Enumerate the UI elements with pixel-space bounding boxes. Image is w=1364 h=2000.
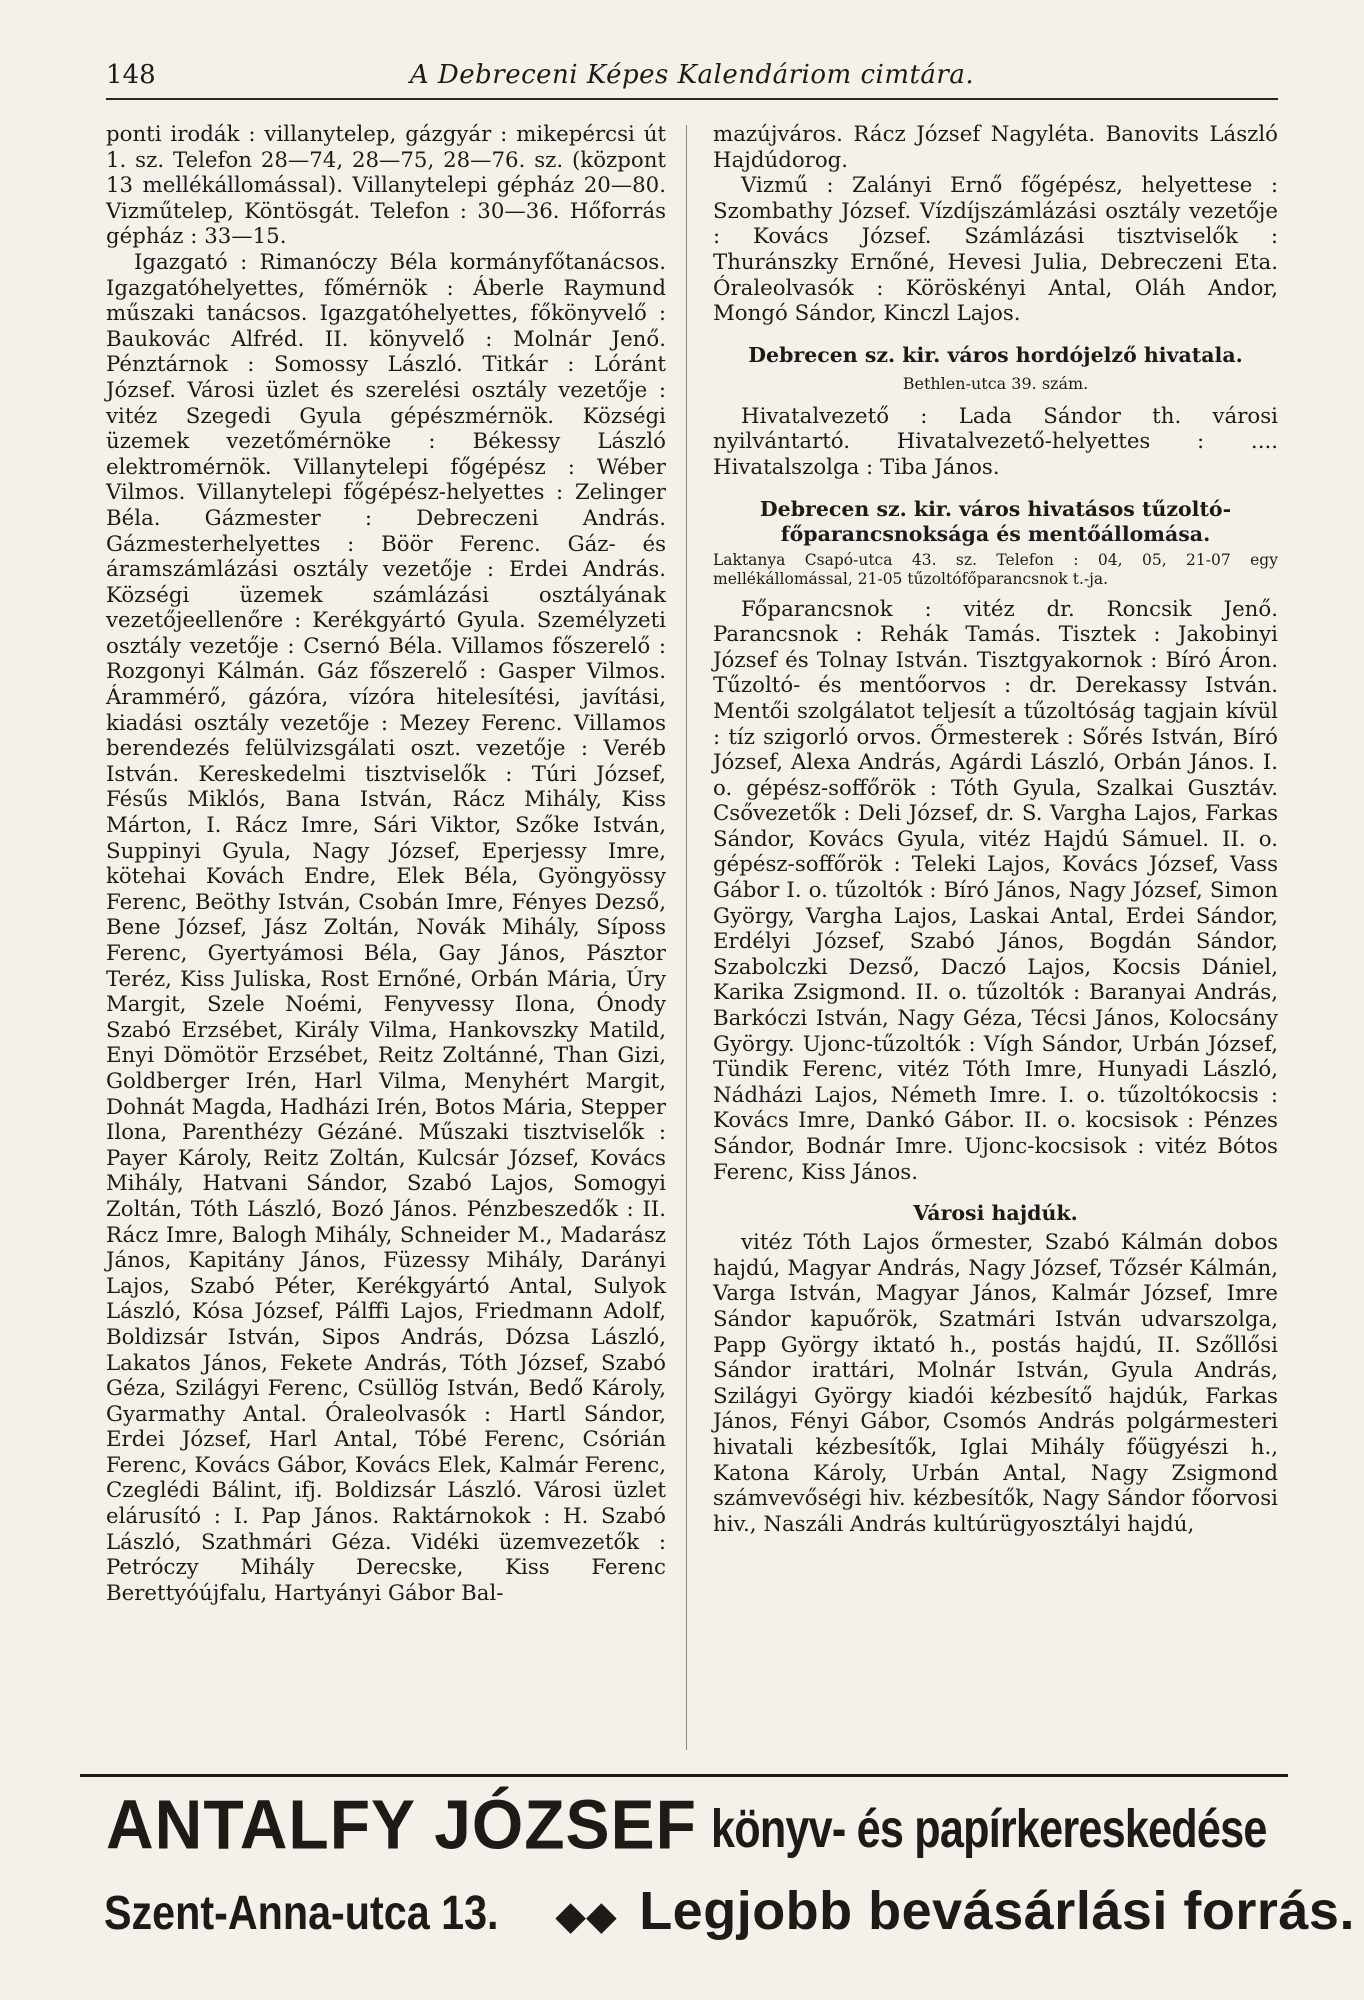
section-title-tuzolto: Debrecen sz. kir. város hivatásos tűzoltó-főparancsnoksága és mentőállomása. bbox=[759, 496, 1232, 546]
section-title-hordojelzo: Debrecen sz. kir. város hordójelző hivatala. bbox=[748, 342, 1243, 367]
right-intro-2: Vizmű : Zalányi Ernő főgépész, helyettese : Szombathy József. Vízdíjszámlázási osztály vezetője : Kovács József. Számlázási tisztviselők : Thuránszky Ernőné, Hevesi Julia, Debreczeni Eta. Óraleolvasók : Köröskényi Antal, Oláh Andor, Mongó Sándor, Kinczl Lajos. bbox=[713, 173, 1278, 327]
running-title: A Debreceni Képes Kalendáriom cimtára. bbox=[409, 60, 975, 90]
section-title-hajduk: Városi hajdúk. bbox=[913, 1201, 1078, 1226]
page-header bbox=[106, 58, 1278, 100]
left-paragraph-2: Igazgató : Rimanóczy Béla kormányfőtanácsos. Igazgatóhelyettes, főmérnök : Áberle Raymund műszaki tanácsos. Igazgatóhelyettes, főkönyvelő : Baukovác Alfréd. II. könyvelő : Molnár Jenő. Pénztárnok : Somossy László. Titkár : Lóránt József. Városi üzlet és szerelési osztály vezetője : vitéz Szegedi Gyula gépészmérnök. Községi üzemek vezetőmérnöke : Békessy László elektromérnök. Villanytelepi főgépész : Wéber Vilmos. Villanytelepi főgépész-helyettes : Zelinger Béla. Gázmester : Debreczeni András. Gázmesterhelyettes : Böör Ferenc. Gáz- és áramszámlázási osztály vezetője : Erdei András. Községi üzemek számlázási osztályának vezetőjeellenőre : Kerékgyártó Gyula. Személyzeti osztály vezetője : Csernó Béla. Villamos főszerelő : Rozgonyi Kálmán. Gáz főszerelő : Gasper Vilmos. Árammérő, gázóra, vízóra hitelesítési, javítási, kiadási osztály vezetője : Mezey Ferenc. Villamos berendezés felülvizsgálati oszt. vezetője : Veréb István. Kereskedelmi tisztviselők : Túri József, Fésűs Miklós, Bana István, Rácz Mihály, Kiss Márton, I. Rácz Imre, Sári Viktor, Szőke István, Suppinyi Gyula, Nagy József, Eperjessy Imre, kötehai Kovách Endre, Elek Béla, Gyöngyössy Ferenc, Beöthy István, Csobán Imre, Fényes Dezső, Bene József, Jász Zoltán, Novák Mihály, Síposs Ferenc, Gyertyámosi Béla, Gay János, Pásztor Teréz, Kiss Juliska, Rost Ernőné, Orbán Mária, Úry Margit, Szele Noémi, Fenyvessy Ilona, Ónody Szabó Erzsébet, Király Vilma, Hankovszky Matild, Enyi Dömötör Erzsébet, Reitz Zoltánné, Than Gizi, Goldberger Irén, Harl Vilma, Menyhért Margit, Dohnát Magda, Hadházi Irén, Botos Mária, Stepper Ilona, Parenthézy Gézáné. Műszaki tisztviselők : Payer Károly, Reitz Zoltán, Kulcsár József, Kovács Mihály, Hatvani Sándor, Szabó Lajos, Somogyi Zoltán, Tóth László, Bozó János. Pénzbeszedők : II. Rácz Imre, Balogh Mihály, Schneider M., Madarász János, Kapitány János, Füzessy Mihály, Darányi Lajos, Szabó Péter, Kerékgyártó Antal, Sulyok László, Kósa József, Pálffi Lajos, Friedmann Adolf, Boldizsár István, Sipos András, Dózsa László, Lakatos János, Fekete András, Tóth József, Szabó Géza, Szilágyi Ferenc, Csüllög István, Bedő Károly, Gyarmathy Antal. Óraleolvasók : Hartl Sándor, Erdei József, Harl Antal, Tóbé Ferenc, Csórián Ferenc, Kovács Gábor, Kovács Elek, Kalmár Ferenc, Czeglédi Bálint, ifj. Boldizsár László. Városi üzlet elárusító : I. Pap János. Raktárnokok : H. Szabó László, Szathmári Géza. Vidéki üzemvezetők : Petróczy Mihály Derecske, Kiss Ferenc Berettyóújfalu, Hartyányi Gábor Bal- bbox=[106, 249, 666, 1606]
diamond-ornament-icon: ◆◆ bbox=[555, 1894, 617, 1938]
advert-description: könyv- és papírkereskedése bbox=[711, 1799, 1267, 1859]
advert-company-name: ANTALFY JÓZSEF bbox=[106, 1784, 697, 1864]
section-body-hordojelzo: Hivatalvezető : Lada Sándor th. városi nyilvántartó. Hivatalvezető-helyettes : .... Hivatalszolga : Tiba János. bbox=[713, 403, 1278, 480]
advert-line-1 bbox=[106, 1786, 1286, 1876]
advert-rule bbox=[80, 1774, 1288, 1777]
advert-address: Szent-Anna-utca 13. bbox=[104, 1887, 499, 1940]
left-column bbox=[106, 122, 666, 1606]
advert-slogan: Legjobb bevásárlási forrás. bbox=[639, 1881, 1355, 1941]
page-number: 148 bbox=[106, 60, 156, 90]
left-paragraph-1: ponti irodák : villanytelep, gázgyár : mikepércsi út 1. sz. Telefon 28—74, 28—75, 28—76. sz. (központ 13 mellékállomással). Villanytelepi gépház 20—80. Vizműtelep, Köntösgát. Telefon : 30—36. Hőforrás gépház : 33—15. bbox=[106, 122, 666, 250]
right-column bbox=[713, 122, 1278, 1537]
section-body-hajduk: vitéz Tóth Lajos őrmester, Szabó Kálmán dobos hajdú, Magyar András, Nagy József, Tőzsér Kálmán, Varga István, Magyar János, Kalmár József, Imre Sándor kapuőrök, Szatmári István udvarszolga, Papp György iktató h., postás hajdú, II. Szőllősi Sándor irattári, Molnár István, Gyula András, Szilágyi György kiadói kézbesítő hajdúk, Farkas János, Fényi Gábor, Csomós András polgármesteri hivatali kézbesítők, Iglai Mihály főügyészi h., Katona Károly, Urbán Antal, Nagy Zsigmond számvevőségi hiv. kézbesítők, Nagy Sándor főorvosi hiv., Naszáli András kultúrügyosztályi hajdú, bbox=[713, 1230, 1278, 1537]
column-divider bbox=[686, 125, 687, 1750]
right-intro-1: mazújváros. Rácz József Nagyléta. Banovits László Hajdúdorog. bbox=[713, 122, 1278, 173]
advert-line-2 bbox=[104, 1880, 1355, 1950]
section-body-tuzolto: Főparancsnok : vitéz dr. Roncsik Jenő. Parancsnok : Rehák Tamás. Tisztek : Jakobinyi József és Tolnay István. Tisztgyakornok : Bíró Áron. Tűzoltó- és mentőorvos : dr. Derekassy István. Mentői szolgálatot teljesít a tűzoltóság tagjain kívül : tíz szigorló orvos. Őrmesterek : Sőrés István, Bíró József, Alexa András, Agárdi László, Orbán János. I. o. gépész-soffőrök : Tóth Gyula, Szalkai Gusztáv. Csővezetők : Deli József, dr. S. Vargha Lajos, Farkas Sándor, Kovács Gyula, vitéz Hajdú Sámuel. II. o. gépész-soffőrök : Teleki Lajos, Kovács József, Vass Gábor I. o. tűzoltók : Bíró János, Nagy József, Simon György, Vargha Lajos, Laskai Antal, Erdei Sándor, Erdélyi József, Szabó János, Bogdán Sándor, Szabolczki Dezső, Daczó Lajos, Kocsis Dániel, Karika Zsigmond. II. o. tűzoltók : Baranyai András, Barkóczi István, Nagy Géza, Técsi János, Kolocsány György. Ujonc-tűzoltók : Vígh Sándor, Urbán József, Tündik Ferenc, vitéz Tóth Imre, Hunyadi László, Nádházi Lajos, Németh Imre. I. o. tűzoltókocsis : Kovács Imre, Dankó Gábor. II. o. kocsisok : Pénzes Sándor, Bodnár Imre. Ujonc-kocsisok : vitéz Bótos Ferenc, Kiss János. bbox=[713, 596, 1278, 1185]
section-subtitle-hordojelzo: Bethlen-utca 39. szám. bbox=[902, 373, 1089, 393]
section-subtitle-tuzolto: Laktanya Csapó-utca 43. sz. Telefon : 04, 05, 21-07 egy mellékállomással, 21-05 tűzoltófőparancsnok t.-ja. bbox=[713, 550, 1278, 588]
